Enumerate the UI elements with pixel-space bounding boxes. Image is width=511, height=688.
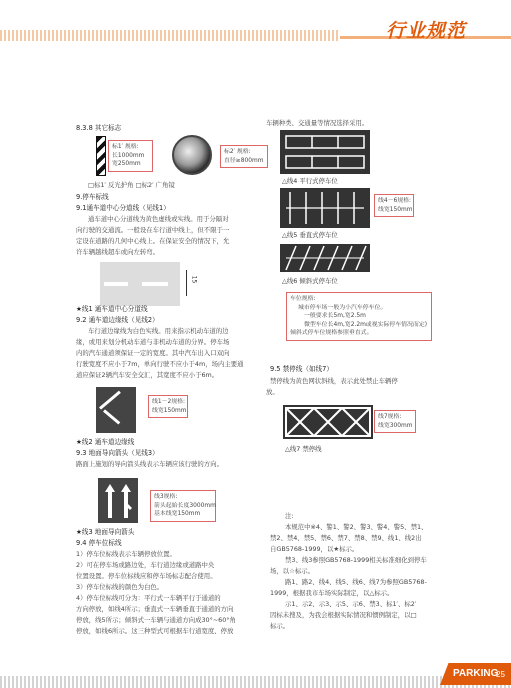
- sign2-spec-box: 标2′ 规格: 直径≥800mm: [220, 145, 268, 168]
- page-number: 25: [496, 670, 505, 679]
- notes-heading: 注:: [285, 512, 294, 520]
- line3-spec-box: 线3规格: 箭头起始长度3000mm 基本线宽150mm: [150, 490, 216, 522]
- para-9-4-line6: 方向停放，如线4所示；垂直式一车辆垂直于通道的方向: [76, 605, 234, 613]
- angled-slots-icon: [280, 244, 370, 272]
- line6-caption: △线6 倾斜式停车位: [282, 277, 338, 285]
- section-9-3: 9.3 地面导向箭头（见线3）: [76, 449, 159, 457]
- section-8-3-8: 8.3.8 其它标志: [76, 124, 122, 132]
- center-line-dimension: [186, 270, 187, 296]
- para-9-5-line2: 放。: [266, 388, 279, 396]
- sign-caption: □标1′ 反光护角 □标2′ 广角镜: [88, 181, 175, 189]
- section-9-2: 9.2 通车道边缘线（见线2）: [76, 316, 159, 324]
- para-9-1-line4: 许车辆越线超车或向左转弯。: [76, 248, 160, 256]
- note-line10: 标示。: [270, 622, 290, 630]
- line5-caption: △线5 垂直式停车位: [282, 231, 338, 239]
- para-continued: 车辆种类、交通量等情况选择采用。: [266, 119, 369, 127]
- section-9-5: 9.5 禁停线（如线7）: [270, 365, 333, 373]
- reflective-corner-guard-image: [96, 136, 106, 176]
- para-9-4-line5: 4）停车位标线可分为：平行式一车辆平行于通道的: [76, 594, 221, 602]
- para-9-2-line5: 道应保证2辆汽车安全交汇，其宽度不应小于6m。: [76, 371, 219, 379]
- note-line4: 禁3、线3参照GB5768-1999相关标准细化到停车: [285, 556, 427, 564]
- note-line9: 因标未搜及，为我会根据实际情况和惯例制定，以□: [270, 611, 417, 619]
- direction-arrows-icon: [98, 478, 138, 523]
- line1-caption: ★线1 通车道中心分道线: [76, 305, 148, 313]
- section-9-4: 9.4 停车位标线: [76, 539, 122, 547]
- para-9-2-line4: 行驶宽度不应小于7m，单向行驶不应小于4m，场内主要通: [76, 360, 244, 368]
- center-line-dimension-label: 15: [190, 275, 198, 284]
- para-9-4-line4: 3）停车位标线的颜色为白色。: [76, 583, 164, 591]
- note-line8: 示1、示2、示3、示5、示6、禁3、标1′、标2′: [285, 600, 417, 608]
- edge-line-figure: [96, 387, 136, 433]
- center-line-figure: [100, 262, 180, 306]
- parking-space-spec-box: 车位规格: 城市停车场一般为小汽车停车位。 一般要求长5m,宽2.5m 微型车位长4m,宽2.2m或视实际停车情况而定) 倾斜式停车位规格参照垂直式。: [286, 292, 432, 341]
- para-9-3: 路面上施划的导向箭头线表示车辆应该行驶的方向。: [76, 460, 223, 468]
- no-parking-grid-figure: [283, 405, 373, 439]
- parallel-parking-figure: [280, 130, 370, 174]
- line4-caption: △线4 平行式停车位: [282, 177, 338, 185]
- footer-brand: PARKING: [453, 668, 499, 679]
- para-9-2-line1: 车行道边缘线为白色实线。用来指示机动车道的边: [88, 327, 229, 335]
- para-9-4-line3: 位置设置。停车位标线应和停车场标志配合使用。: [76, 572, 217, 580]
- para-9-4-line1: 1）停车位标线表示车辆停放位置。: [76, 550, 176, 558]
- line2-caption: ★线2 通车道边缘线: [76, 438, 135, 446]
- line7-spec-box: 线7规格: 线宽300mm: [374, 410, 416, 433]
- note-line7: 1999，根据我市车场实际制定，以△标示。: [270, 589, 394, 597]
- line1-2-spec-box: 线1－2规格: 线宽150mm: [148, 395, 188, 418]
- direction-arrow-figure: [98, 478, 138, 523]
- note-line2: 禁2、禁4、禁5、禁6、禁7、禁8、禁9、线1、线2出: [270, 534, 422, 542]
- note-line5: 场，以☆标示。: [270, 567, 315, 575]
- wide-angle-mirror-image: [172, 135, 212, 175]
- footer-stripe: [0, 676, 511, 688]
- angled-parking-figure: [280, 244, 370, 272]
- para-9-2-line2: 缘，或用来划分机动车道与非机动车道的分界。停车场: [76, 338, 230, 346]
- parallel-slots-icon: [280, 130, 370, 174]
- para-9-1-line2: 向行驶的交通流。一般设在车行道中线上，但不限于一: [76, 226, 230, 234]
- page-title: 行业规范: [386, 20, 467, 42]
- para-9-4-line8: 停放，如线6所示。这三种型式可根据车行道宽度、停放: [76, 627, 234, 635]
- section-9: 9.停车标线: [76, 193, 109, 201]
- line7-caption: △线7 禁停线: [285, 445, 322, 453]
- note-line3: 自GB5768-1999，以★标示。: [270, 545, 359, 553]
- para-9-4-line7: 停放，线5所示；倾斜式一车辆与通道方向成30°~60°角: [76, 616, 236, 624]
- para-9-2-line3: 内的汽车通道须保证一定的宽度。其中汽车出入口双向: [76, 349, 230, 357]
- section-9-1: 9.1通车道中心分道线（见线1）: [76, 204, 170, 212]
- no-parking-crosshatch-icon: [283, 405, 373, 439]
- para-9-4-line2: 2）可在停车场或路边处，车行道边缘或道路中央: [76, 561, 215, 569]
- note-line6: 路1、路2、线4、线5、线6、线7为参照GB5768-: [285, 578, 427, 586]
- para-9-1-line1: 通车道中心分道线为黄色虚线或实线。用于分隔对: [88, 215, 229, 223]
- line3-caption: ★线3 地面导向箭头: [76, 528, 135, 536]
- para-9-5-line1: 禁停线为黄色网状斜线，表示此处禁止车辆停: [270, 377, 398, 385]
- line4-6-spec-box: 线4－6规格: 线宽150mm: [374, 194, 414, 217]
- sign1-spec-box: 标1′ 规格: 长1000mm 宽250mm: [108, 140, 153, 172]
- para-9-1-line3: 定设在道路的几何中心线上。在保证安全的情况下，允: [76, 237, 230, 245]
- perpendicular-parking-figure: [280, 188, 370, 228]
- note-line1: 本规范中※4、警1、警2、警3、警4、警5、禁1、: [285, 523, 428, 531]
- header-stripe: [0, 30, 340, 41]
- perpendicular-slots-icon: [280, 188, 370, 228]
